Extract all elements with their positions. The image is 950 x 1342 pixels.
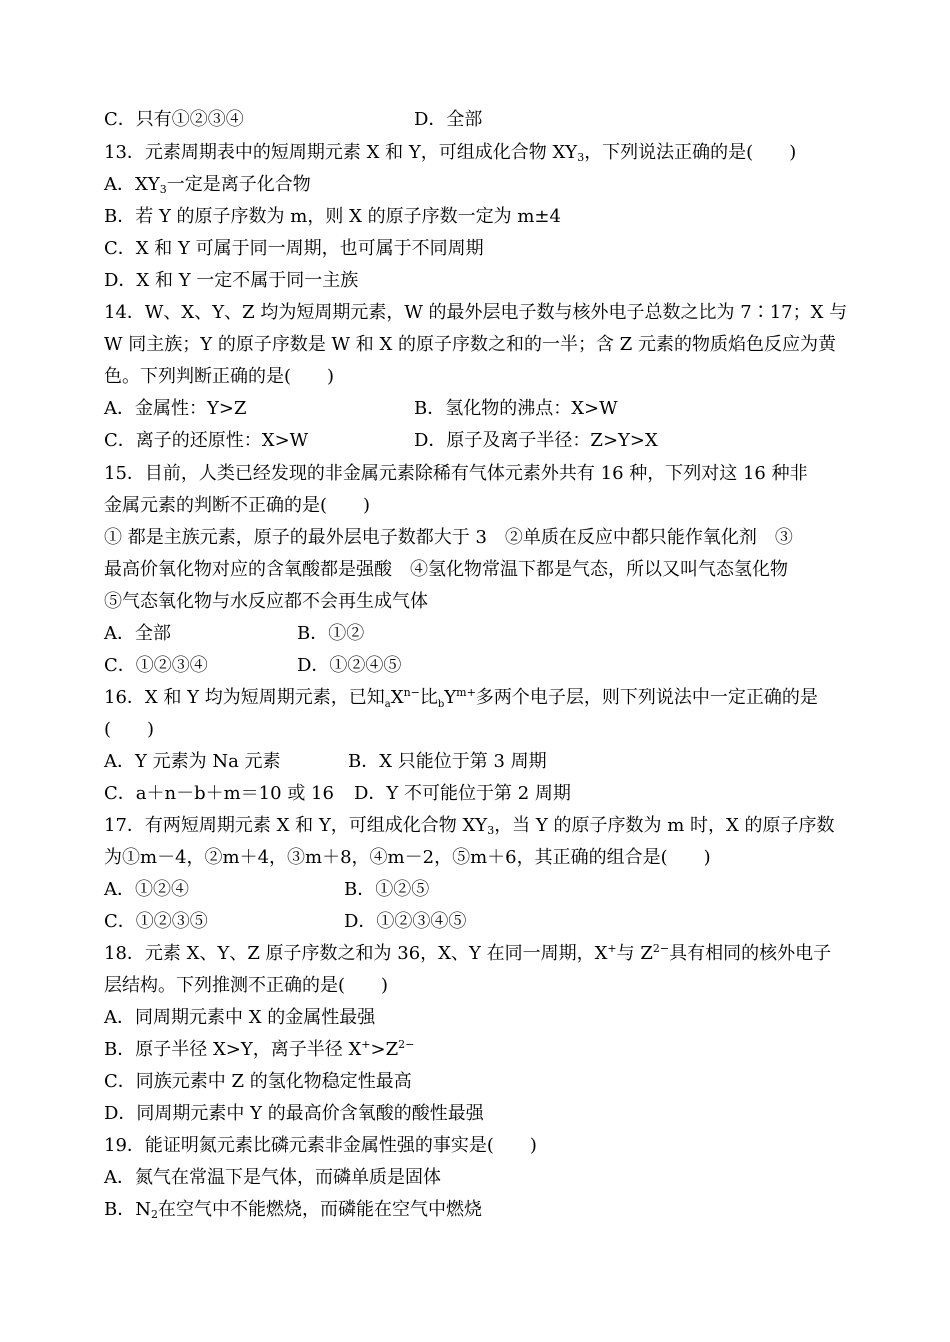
q16-options-cd xyxy=(104,778,849,810)
q18-stem-line2: 层结构。下列推测不正确的是( ) xyxy=(104,975,389,996)
q14-option-b: B．氢化物的沸点：X>W xyxy=(414,398,618,419)
q18-option-d: D．同周期元素中 Y 的最高价含氧酸的酸性最强 xyxy=(104,1103,484,1124)
q16-option-d: D．Y 不可能位于第 2 周期 xyxy=(354,783,571,804)
q16-options-ab xyxy=(104,746,849,778)
q13-option-d: D．X 和 Y 一定不属于同一主族 xyxy=(104,270,359,291)
q14-stem-line1: 14．W、X、Y、Z 均为短周期元素，W 的最外层电子数与核外电子总数之比为 7∶17；X 与 xyxy=(104,302,848,323)
q15-stem-line1: 15．目前，人类已经发现的非金属元素除稀有气体元素外共有 16 种，下列对这 16 种非 xyxy=(104,463,808,484)
q14-option-d: D．原子及离子半径：Z>Y>X xyxy=(414,430,658,451)
q15-options-ab xyxy=(104,618,849,650)
q17-stem-line1: 17．有两短周期元素 X 和 Y，可组成化合物 $XY_3$，当 Y 的原子序数为 m 时，X 的原子序数 xyxy=(104,815,835,837)
q18-option-c: C．同族元素中 Z 的氢化物稳定性最高 xyxy=(104,1071,412,1092)
q17-options-cd xyxy=(104,906,849,938)
q14-stem-line3: 色。下列判断正确的是( ) xyxy=(104,366,335,387)
q17-option-c: C．①②③⑤ xyxy=(104,911,208,932)
q15-stem-line2: 金属元素的判断不正确的是( ) xyxy=(104,495,371,516)
q18-option-a: A．同周期元素中 X 的金属性最强 xyxy=(104,1007,376,1028)
q15-option-b: B．①② xyxy=(297,623,365,644)
q15-option-a: A．全部 xyxy=(104,623,171,644)
q17-option-a: A．①②④ xyxy=(104,879,189,900)
q15-option-d: D．①②④⑤ xyxy=(297,655,402,676)
q16-option-a: A．Y 元素为 Na 元素 xyxy=(104,751,281,772)
q15-option-c: C．①②③④ xyxy=(104,655,208,676)
q15-statements-line2: 最高价氧化物对应的含氧酸都是强酸 ④氢化物常温下都是气态，所以又叫气态氢化物 xyxy=(104,559,788,580)
q12-option-d: D．全部 xyxy=(414,109,483,130)
q17-options-ab xyxy=(104,874,849,906)
q15-options-cd xyxy=(104,650,849,682)
q19-option-b: B．$N_2$在空气中不能燃烧，而磷能在空气中燃烧 xyxy=(104,1199,482,1221)
q16-stem-line2: ( ) xyxy=(104,719,155,740)
q13-stem: 13．元素周期表中的短周期元素 X 和 Y，可组成化合物 $XY_3$，下列说法正确的是( ) xyxy=(104,142,797,164)
q13-option-b: B．若 Y 的原子序数为 m，则 X 的原子序数一定为 m±4 xyxy=(104,206,561,227)
q16-stem-line1: 16．X 和 Y 均为短周期元素，已知$_aX^{n-}$比$_bY^{m+}$多两个电子层，则下列说法中一定正确的是 xyxy=(104,686,818,710)
q15-statements-line1: ① 都是主族元素，原子的最外层电子数都大于 3 ②单质在反应中都只能作氧化剂 ③ xyxy=(104,527,793,548)
q14-options-ab xyxy=(104,393,849,425)
q14-option-c: C．离子的还原性：X>W xyxy=(104,430,309,451)
q13-option-a: A．$XY_3$一定是离子化合物 xyxy=(104,174,311,196)
q13-option-c: C．X 和 Y 可属于同一周期，也可属于不同周期 xyxy=(104,238,484,259)
q15-statements-line3: ⑤气态氧化物与水反应都不会再生成气体 xyxy=(104,591,428,612)
q18-option-b: B．原子半径 X>Y，离子半径 $X^+>Z^{2-}$ xyxy=(104,1038,415,1060)
q12-options-cd xyxy=(104,104,849,136)
q14-stem-line2: W 同主族；Y 的原子序数是 W 和 X 的原子序数之和的一半；含 Z 元素的物质焰色反应为黄 xyxy=(104,334,836,355)
q18-stem-line1: 18．元素 X、Y、Z 原子序数之和为 36，X、Y 在同一周期，X+与 $Z^{2-}$具有相同的核外电子 xyxy=(104,942,832,964)
q14-options-cd xyxy=(104,425,849,457)
q12-option-c: C．只有①②③④ xyxy=(104,109,244,130)
q16-option-b: B．X 只能位于第 3 周期 xyxy=(348,751,547,772)
q17-stem-line2: 为①m－4，②m＋4，③m＋8，④m－2，⑤m＋6，其正确的组合是( ) xyxy=(104,847,711,868)
q17-option-b: B．①②⑤ xyxy=(344,879,430,900)
q19-stem: 19．能证明氮元素比磷元素非金属性强的事实是( ) xyxy=(104,1135,537,1156)
q19-option-a: A．氮气在常温下是气体，而磷单质是固体 xyxy=(104,1167,441,1188)
q17-option-d: D．①②③④⑤ xyxy=(344,911,467,932)
q14-option-a: A．金属性：Y>Z xyxy=(104,398,247,419)
q16-option-c: C．a＋n－b＋m＝10 或 16 xyxy=(104,783,334,804)
